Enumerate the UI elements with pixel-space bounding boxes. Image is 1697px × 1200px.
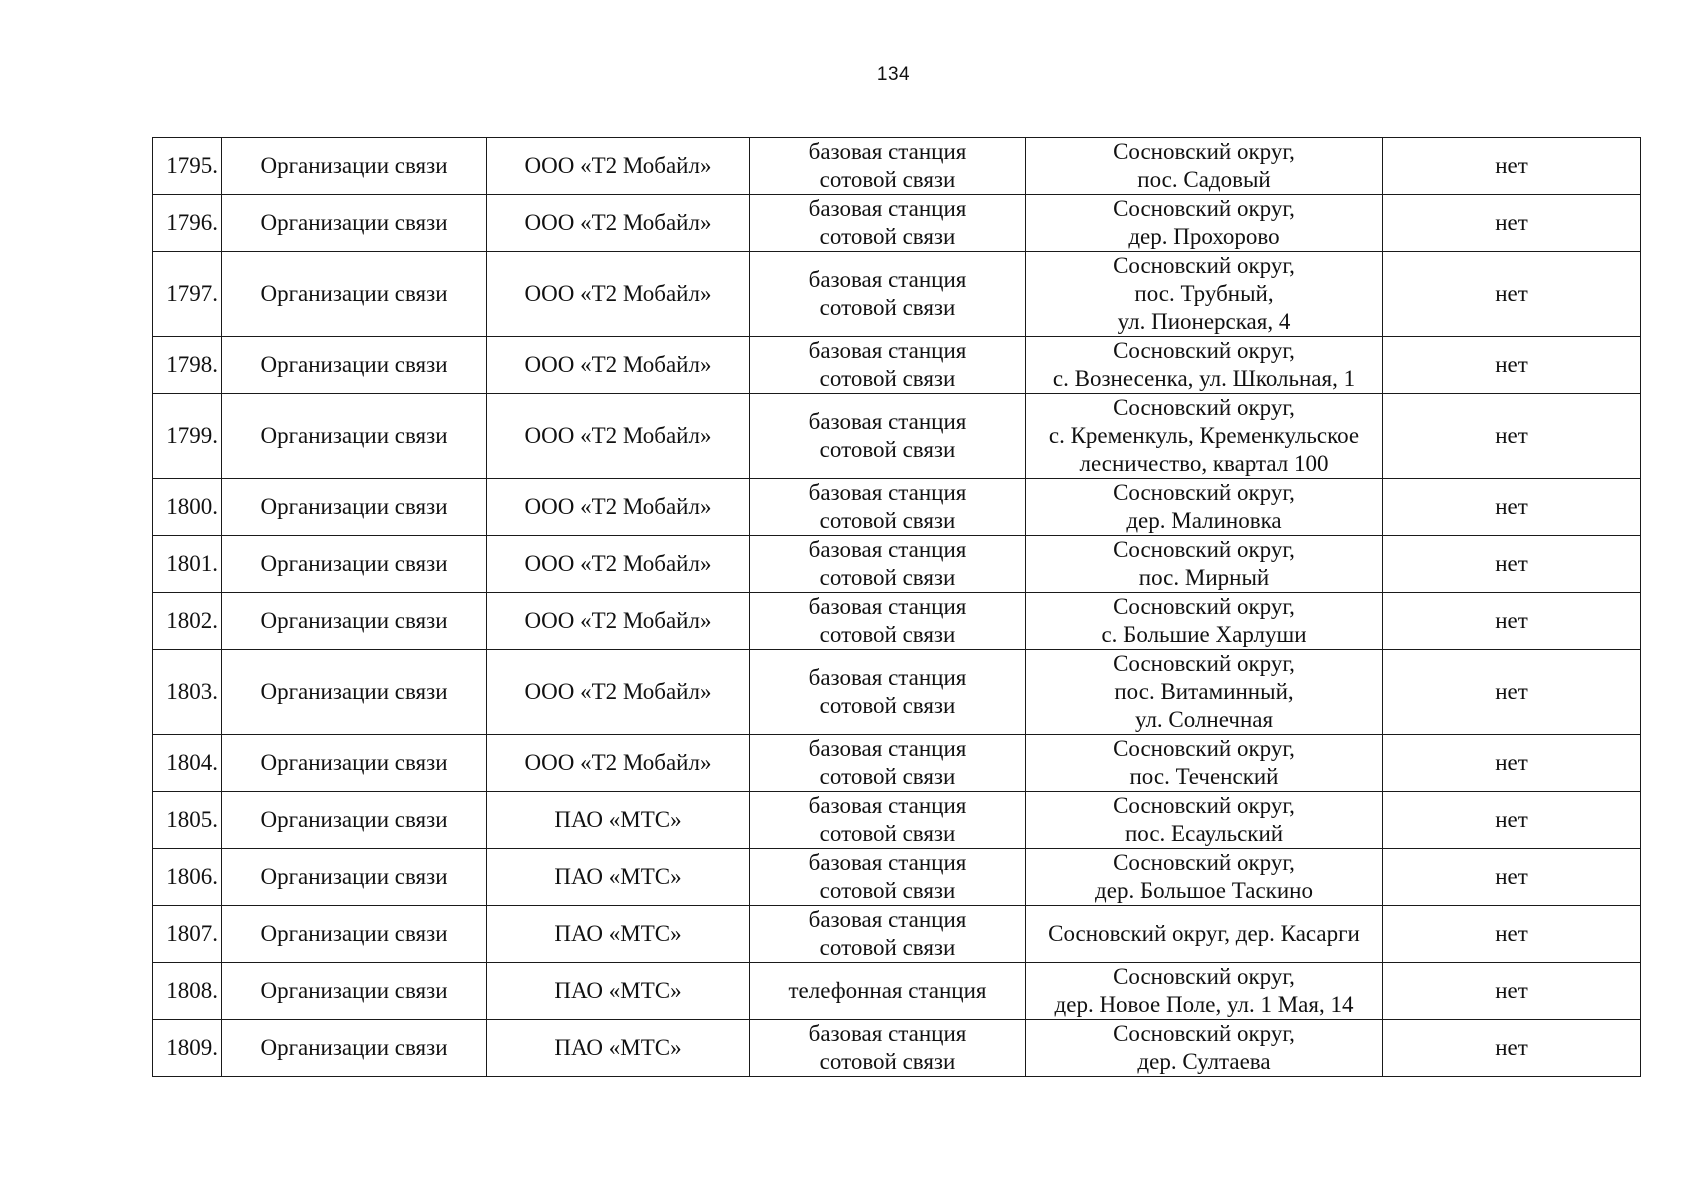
category-cell: Организации связи xyxy=(222,963,487,1020)
organization-cell: ООО «Т2 Мобайл» xyxy=(487,735,750,792)
table-row xyxy=(153,735,1641,792)
object-type-cell: базовая станция сотовой связи xyxy=(750,138,1026,195)
organization-cell: ПАО «МТС» xyxy=(487,906,750,963)
organization-cell: ООО «Т2 Мобайл» xyxy=(487,650,750,735)
object-type-cell: базовая станция сотовой связи xyxy=(750,735,1026,792)
object-type-cell: базовая станция сотовой связи xyxy=(750,1020,1026,1077)
address-cell: Сосновский округ, дер. Большое Таскино xyxy=(1026,849,1383,906)
row-number: 1804. xyxy=(153,735,222,792)
object-type-cell: базовая станция сотовой связи xyxy=(750,593,1026,650)
category-cell: Организации связи xyxy=(222,195,487,252)
row-number: 1796. xyxy=(153,195,222,252)
address-cell: Сосновский округ, пос. Мирный xyxy=(1026,536,1383,593)
organization-cell: ООО «Т2 Мобайл» xyxy=(487,593,750,650)
organization-cell: ООО «Т2 Мобайл» xyxy=(487,252,750,337)
row-number: 1806. xyxy=(153,849,222,906)
flag-cell: нет xyxy=(1383,963,1641,1020)
object-type-cell: базовая станция сотовой связи xyxy=(750,479,1026,536)
flag-cell: нет xyxy=(1383,337,1641,394)
flag-cell: нет xyxy=(1383,735,1641,792)
table-row xyxy=(153,138,1641,195)
flag-cell: нет xyxy=(1383,593,1641,650)
object-type-cell: базовая станция сотовой связи xyxy=(750,849,1026,906)
category-cell: Организации связи xyxy=(222,1020,487,1077)
address-cell: Сосновский округ, дер. Султаева xyxy=(1026,1020,1383,1077)
category-cell: Организации связи xyxy=(222,536,487,593)
table-row xyxy=(153,849,1641,906)
table-row xyxy=(153,792,1641,849)
address-cell: Сосновский округ, дер. Касарги xyxy=(1026,906,1383,963)
category-cell: Организации связи xyxy=(222,735,487,792)
table-row xyxy=(153,536,1641,593)
table-row xyxy=(153,394,1641,479)
table-row xyxy=(153,650,1641,735)
flag-cell: нет xyxy=(1383,1020,1641,1077)
category-cell: Организации связи xyxy=(222,792,487,849)
object-type-cell: базовая станция сотовой связи xyxy=(750,792,1026,849)
object-type-cell: телефонная станция xyxy=(750,963,1026,1020)
object-type-cell: базовая станция сотовой связи xyxy=(750,337,1026,394)
row-number: 1801. xyxy=(153,536,222,593)
organization-cell: ООО «Т2 Мобайл» xyxy=(487,195,750,252)
flag-cell: нет xyxy=(1383,252,1641,337)
flag-cell: нет xyxy=(1383,536,1641,593)
flag-cell: нет xyxy=(1383,138,1641,195)
object-type-cell: базовая станция сотовой связи xyxy=(750,906,1026,963)
table-row xyxy=(153,195,1641,252)
table-row xyxy=(153,1020,1641,1077)
organization-cell: ПАО «МТС» xyxy=(487,963,750,1020)
organization-cell: ООО «Т2 Мобайл» xyxy=(487,536,750,593)
address-cell: Сосновский округ, пос. Садовый xyxy=(1026,138,1383,195)
row-number: 1807. xyxy=(153,906,222,963)
row-number: 1808. xyxy=(153,963,222,1020)
flag-cell: нет xyxy=(1383,479,1641,536)
address-cell: Сосновский округ, дер. Малиновка xyxy=(1026,479,1383,536)
flag-cell: нет xyxy=(1383,650,1641,735)
category-cell: Организации связи xyxy=(222,479,487,536)
category-cell: Организации связи xyxy=(222,593,487,650)
flag-cell: нет xyxy=(1383,849,1641,906)
address-cell: Сосновский округ, дер. Новое Поле, ул. 1 Мая, 14 xyxy=(1026,963,1383,1020)
table-row xyxy=(153,906,1641,963)
flag-cell: нет xyxy=(1383,792,1641,849)
registry-table xyxy=(152,137,1641,1077)
row-number: 1795. xyxy=(153,138,222,195)
row-number: 1797. xyxy=(153,252,222,337)
address-cell: Сосновский округ, пос. Теченский xyxy=(1026,735,1383,792)
table-row xyxy=(153,963,1641,1020)
address-cell: Сосновский округ, пос. Трубный, ул. Пионерская, 4 xyxy=(1026,252,1383,337)
object-type-cell: базовая станция сотовой связи xyxy=(750,195,1026,252)
organization-cell: ООО «Т2 Мобайл» xyxy=(487,337,750,394)
address-cell: Сосновский округ, пос. Витаминный, ул. Солнечная xyxy=(1026,650,1383,735)
page-number: 134 xyxy=(876,64,911,85)
object-type-cell: базовая станция сотовой связи xyxy=(750,394,1026,479)
table-row xyxy=(153,252,1641,337)
address-cell: Сосновский округ, пос. Есаульский xyxy=(1026,792,1383,849)
object-type-cell: базовая станция сотовой связи xyxy=(750,252,1026,337)
table-row xyxy=(153,337,1641,394)
flag-cell: нет xyxy=(1383,394,1641,479)
organization-cell: ООО «Т2 Мобайл» xyxy=(487,394,750,479)
flag-cell: нет xyxy=(1383,906,1641,963)
object-type-cell: базовая станция сотовой связи xyxy=(750,650,1026,735)
organization-cell: ООО «Т2 Мобайл» xyxy=(487,479,750,536)
row-number: 1802. xyxy=(153,593,222,650)
address-cell: Сосновский округ, с. Большие Харлуши xyxy=(1026,593,1383,650)
table-row xyxy=(153,479,1641,536)
category-cell: Организации связи xyxy=(222,252,487,337)
row-number: 1809. xyxy=(153,1020,222,1077)
category-cell: Организации связи xyxy=(222,650,487,735)
category-cell: Организации связи xyxy=(222,394,487,479)
row-number: 1803. xyxy=(153,650,222,735)
category-cell: Организации связи xyxy=(222,906,487,963)
row-number: 1799. xyxy=(153,394,222,479)
table-row xyxy=(153,593,1641,650)
flag-cell: нет xyxy=(1383,195,1641,252)
address-cell: Сосновский округ, с. Вознесенка, ул. Школьная, 1 xyxy=(1026,337,1383,394)
category-cell: Организации связи xyxy=(222,849,487,906)
row-number: 1800. xyxy=(153,479,222,536)
category-cell: Организации связи xyxy=(222,138,487,195)
organization-cell: ПАО «МТС» xyxy=(487,792,750,849)
address-cell: Сосновский округ, дер. Прохорово xyxy=(1026,195,1383,252)
address-cell: Сосновский округ, с. Кременкуль, Кременкульское лесничество, квартал 100 xyxy=(1026,394,1383,479)
organization-cell: ПАО «МТС» xyxy=(487,1020,750,1077)
row-number: 1805. xyxy=(153,792,222,849)
organization-cell: ПАО «МТС» xyxy=(487,849,750,906)
category-cell: Организации связи xyxy=(222,337,487,394)
organization-cell: ООО «Т2 Мобайл» xyxy=(487,138,750,195)
object-type-cell: базовая станция сотовой связи xyxy=(750,536,1026,593)
row-number: 1798. xyxy=(153,337,222,394)
